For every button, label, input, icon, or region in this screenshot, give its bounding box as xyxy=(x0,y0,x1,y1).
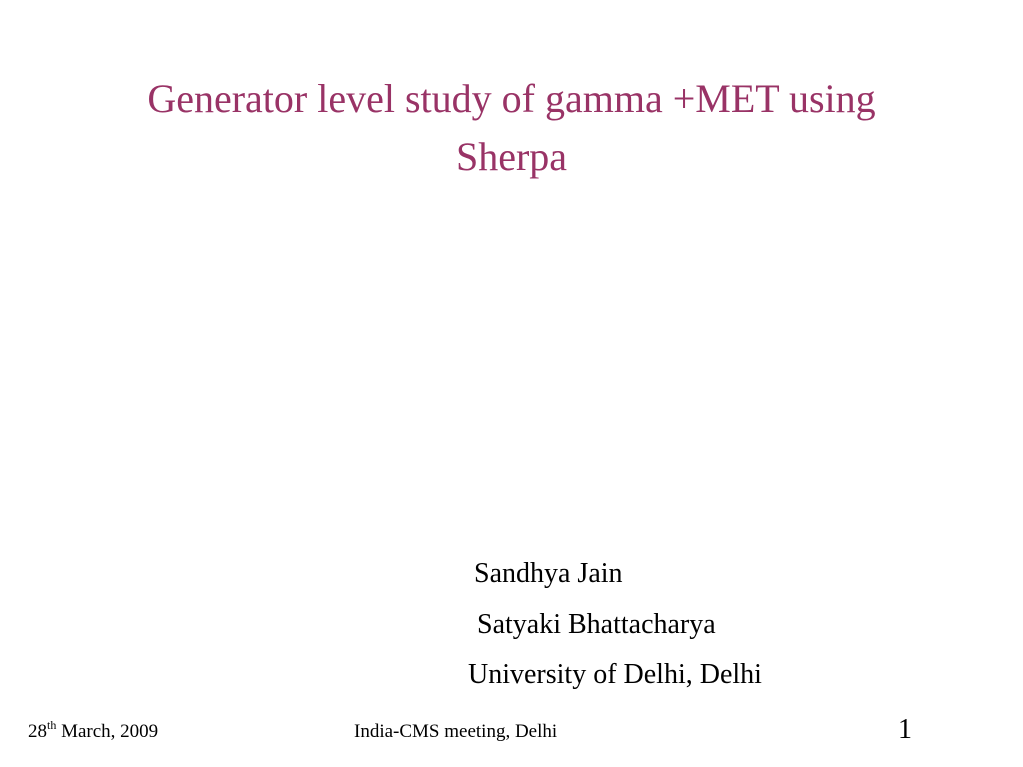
slide-title-line-2: Sherpa xyxy=(455,134,568,179)
footer-date-rest: March, 2009 xyxy=(56,721,159,742)
page-number: 1 xyxy=(898,714,912,745)
slide-title-line-1: Generator level study of gamma +MET using xyxy=(147,76,876,121)
author-name-1: Sandhya Jain xyxy=(474,558,623,589)
footer-date-day: 28 xyxy=(28,721,47,742)
author-affiliation: University of Delhi, Delhi xyxy=(468,659,762,690)
footer-event: India-CMS meeting, Delhi xyxy=(354,721,558,742)
author-name-2: Satyaki Bhattacharya xyxy=(477,609,716,640)
slide-title xyxy=(60,70,963,186)
footer-date-suffix: th xyxy=(47,718,57,732)
footer-date xyxy=(28,719,158,745)
